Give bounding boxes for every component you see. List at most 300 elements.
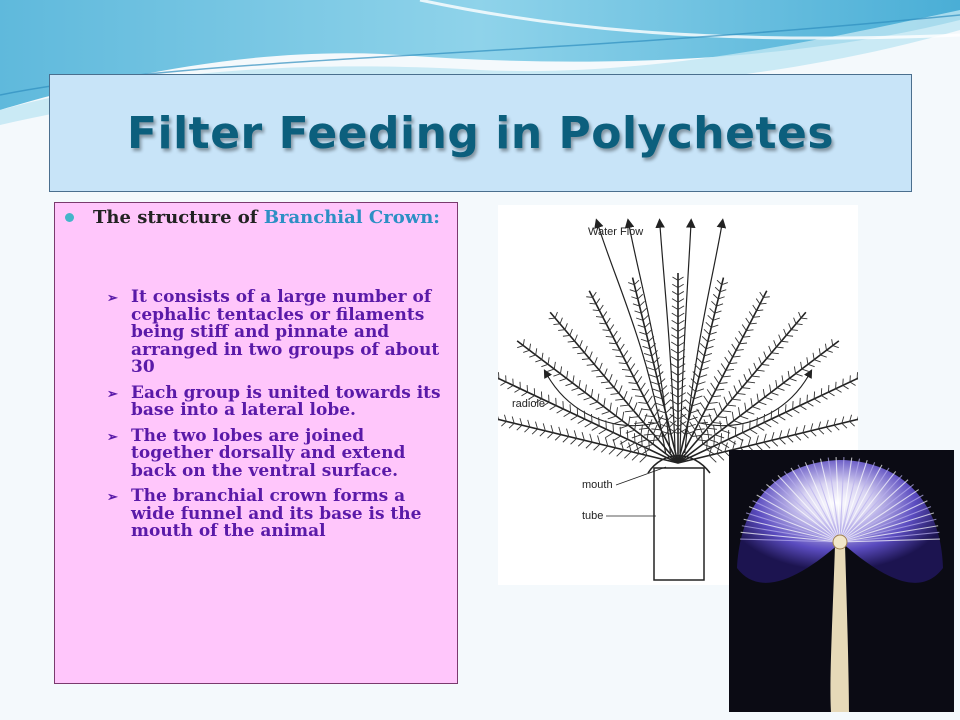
pinnule	[500, 382, 506, 385]
pinnule	[735, 436, 743, 441]
pinnule	[678, 306, 684, 310]
pinnule	[735, 427, 736, 436]
pinnule	[745, 403, 746, 412]
pinnule	[708, 428, 717, 429]
pinnule	[594, 444, 600, 450]
pinnule	[721, 433, 722, 443]
radiole-stem	[498, 375, 678, 463]
pinnule	[721, 443, 729, 448]
pinnule	[808, 364, 815, 366]
pinnule	[540, 431, 546, 436]
pinnule	[719, 402, 722, 410]
pinnule	[532, 429, 537, 434]
pinnule	[530, 344, 531, 351]
pinnule	[762, 364, 770, 365]
pinnule	[640, 383, 645, 390]
pinnule	[742, 424, 743, 433]
pinnule	[644, 444, 653, 447]
pinnule	[585, 385, 586, 393]
pinnule	[785, 412, 792, 416]
pinnule	[644, 434, 654, 435]
pinnule	[751, 398, 752, 406]
pinnule	[614, 421, 623, 424]
pinnule	[672, 320, 678, 324]
pinnule	[565, 323, 567, 329]
pinnule	[567, 371, 568, 378]
pinnule	[821, 396, 827, 400]
pinnule	[517, 425, 522, 430]
pinnule	[596, 299, 600, 304]
arrow-bullet-icon: ➢	[107, 429, 118, 445]
pinnule	[524, 427, 529, 432]
pinnule	[599, 429, 607, 434]
pinnule	[739, 331, 743, 337]
pinnule	[550, 406, 557, 410]
pinnule	[564, 412, 571, 416]
pinnule	[772, 440, 778, 446]
pinnule	[781, 341, 788, 342]
pinnule	[671, 328, 678, 332]
pinnule	[560, 318, 562, 324]
pinnule	[678, 328, 685, 332]
pinnule	[629, 397, 632, 405]
pinnule	[740, 416, 748, 419]
pinnule	[714, 376, 719, 383]
pinnule	[826, 350, 832, 352]
pinnule	[589, 352, 592, 359]
pinnule	[571, 416, 578, 420]
pinnule	[771, 393, 779, 396]
pinnule	[774, 340, 777, 347]
pinnule	[771, 419, 778, 423]
pinnule	[642, 409, 651, 410]
pinnule	[616, 407, 617, 416]
sub-point	[105, 382, 450, 420]
pinnule	[555, 435, 561, 441]
pinnule	[700, 343, 706, 348]
pinnule	[584, 411, 585, 419]
pinnule	[647, 329, 653, 334]
pinnule	[756, 299, 760, 304]
pinnule	[610, 325, 614, 331]
pinnule	[596, 407, 604, 410]
pinnule	[641, 425, 642, 434]
feather-duster-photo	[729, 450, 954, 712]
pinnule	[634, 433, 635, 443]
pinnule	[717, 417, 726, 418]
pinnule	[672, 291, 678, 294]
pinnule	[553, 324, 560, 325]
pinnule	[749, 369, 752, 377]
arrow-bullet-icon: ➢	[107, 291, 118, 306]
pinnule	[857, 379, 858, 382]
pinnule	[709, 402, 718, 403]
pinnule	[678, 299, 684, 303]
lead-prefix: The structure of	[93, 207, 264, 228]
pinnule	[523, 350, 529, 352]
pinnule	[603, 312, 607, 318]
pinnule	[834, 425, 839, 430]
pinnule	[783, 383, 790, 386]
pinnule	[757, 426, 764, 431]
pinnule	[636, 287, 641, 292]
pinnule	[791, 330, 798, 331]
pinnule	[771, 353, 778, 354]
pinnule	[624, 391, 627, 399]
pinnule	[765, 397, 773, 400]
pinnule	[622, 412, 623, 421]
pinnule	[509, 423, 514, 428]
pinnule	[625, 411, 634, 412]
pinnule	[643, 315, 648, 320]
pinnule	[698, 350, 704, 356]
pinnule	[764, 414, 765, 423]
pinnule	[749, 312, 753, 318]
pinnule	[593, 292, 597, 297]
pinnule	[672, 313, 678, 317]
pinnule	[698, 422, 707, 423]
pinnule	[549, 318, 555, 319]
pinnule	[535, 360, 542, 362]
pinnule	[750, 429, 758, 434]
pinnule	[764, 442, 770, 448]
pinnule	[714, 436, 715, 446]
pinnule	[825, 344, 826, 351]
pinnule	[592, 426, 599, 431]
photo-svg	[729, 450, 954, 712]
pinnule	[850, 382, 856, 385]
pinnule	[724, 397, 727, 405]
lead-bullet	[65, 208, 445, 227]
radioles	[498, 273, 858, 463]
pinnule	[787, 437, 793, 443]
lead-text	[65, 208, 445, 227]
pinnule	[750, 420, 751, 429]
pinnule	[758, 402, 766, 405]
sub-point-text: Each group is united towards its base into a lateral lobe.	[131, 382, 441, 420]
pinnule	[568, 341, 575, 342]
pinnule	[615, 399, 624, 400]
pinnule	[764, 423, 771, 427]
pinnule	[742, 388, 750, 389]
pinnule	[671, 356, 678, 360]
pinnule	[753, 305, 757, 311]
slide-title: Filter Feeding in Polychetes	[126, 107, 835, 159]
sub-point-text: It consists of a large number of cephalic tentacles or filaments being stiff and pinnate and arranged in two groups of about 30	[131, 287, 440, 377]
pinnule	[575, 335, 578, 342]
pinnule	[833, 346, 839, 348]
pinnule	[630, 417, 639, 418]
pinnule	[620, 425, 629, 428]
pinnule	[624, 452, 631, 459]
pinnule	[788, 371, 789, 378]
pinnule	[746, 411, 754, 414]
pinnule	[649, 440, 659, 441]
pinnule	[678, 284, 684, 287]
pinnule	[814, 360, 821, 362]
pinnule	[734, 421, 743, 424]
pinnule	[737, 393, 746, 394]
pinnule	[601, 446, 608, 452]
pinnule	[651, 402, 656, 410]
pinnule	[571, 438, 577, 444]
pinnule	[832, 339, 833, 345]
pinnule	[606, 388, 614, 389]
pinnule	[627, 430, 628, 439]
pinnule	[744, 374, 747, 382]
title-box	[49, 74, 912, 192]
pinnule	[800, 406, 807, 410]
pinnule	[557, 409, 564, 413]
pinnule	[796, 374, 803, 376]
pinnule	[857, 413, 858, 420]
pinnule	[693, 415, 698, 423]
pinnule	[678, 313, 684, 317]
pinnule	[498, 413, 499, 420]
pinnule	[591, 370, 599, 371]
pinnule	[672, 284, 678, 287]
pinnule	[608, 416, 616, 419]
pinnule	[594, 357, 597, 364]
pinnule	[799, 312, 801, 318]
pinnule	[786, 335, 793, 336]
pinnule	[819, 348, 820, 355]
pinnule	[836, 389, 842, 393]
pinnule	[732, 344, 736, 350]
pinnule	[604, 369, 607, 377]
pinnule	[713, 294, 718, 299]
pinnule	[782, 375, 783, 383]
pinnule	[784, 329, 787, 335]
pinnule	[803, 433, 809, 438]
pinnule	[548, 357, 549, 364]
pinnule	[728, 350, 732, 357]
pinnule	[711, 383, 716, 390]
pinnule	[789, 378, 796, 380]
pinnule	[697, 409, 702, 417]
pinnule	[648, 422, 657, 423]
bullet-dot-icon	[65, 213, 74, 222]
pinnule	[709, 455, 716, 462]
arrow-bullet-icon: ➢	[107, 386, 118, 402]
pinnule	[707, 440, 708, 450]
pinnule	[623, 350, 627, 357]
pinnule	[807, 357, 808, 364]
pinnule	[637, 376, 642, 383]
pinnule	[678, 371, 685, 375]
pinnule	[635, 396, 644, 397]
pinnule	[779, 335, 782, 342]
mouth-center	[833, 535, 847, 549]
pinnule	[789, 323, 791, 329]
pinnule	[634, 280, 639, 284]
pinnule	[619, 385, 622, 393]
sub-point	[105, 425, 450, 481]
pinnule	[573, 375, 574, 383]
pinnule	[578, 440, 584, 446]
pinnule	[599, 417, 600, 426]
pinnule	[818, 429, 823, 434]
pinnule	[715, 287, 720, 292]
pinnule	[651, 429, 661, 430]
pinnule	[826, 427, 831, 432]
pinnule	[842, 423, 847, 428]
label-mouth: mouth	[582, 479, 613, 491]
pinnule	[599, 305, 603, 311]
pinnule	[523, 339, 524, 345]
pinnule	[498, 379, 499, 382]
pinnule	[728, 430, 729, 439]
pinnule	[814, 399, 820, 403]
pinnule	[807, 402, 813, 406]
pinnule	[584, 397, 592, 400]
pinnule	[776, 380, 777, 388]
pinnule	[507, 385, 513, 389]
pinnule	[609, 374, 612, 382]
pinnule	[517, 346, 523, 348]
pinnule	[757, 417, 758, 426]
pinnule	[671, 342, 678, 346]
pinnule	[843, 385, 849, 389]
pinnule	[763, 389, 764, 397]
pinnule	[670, 393, 678, 398]
pinnule	[709, 440, 718, 443]
tube-shape	[654, 468, 704, 580]
pinnule	[620, 344, 624, 350]
pinnule	[771, 411, 772, 419]
pinnule	[572, 388, 579, 391]
pinnule	[764, 352, 767, 359]
sub-point-text: The branchial crown forms a wide funnel and its base is the mouth of the animal	[131, 486, 422, 541]
pinnule	[732, 399, 741, 400]
pinnule	[560, 366, 561, 373]
pinnule	[712, 396, 721, 397]
pinnule	[739, 380, 742, 388]
pinnule	[729, 391, 732, 399]
pinnule	[644, 389, 649, 396]
pinnule	[634, 402, 637, 410]
pinnule	[570, 329, 573, 335]
pinnule	[498, 419, 499, 424]
pinnule	[678, 291, 684, 294]
pinnule	[671, 364, 678, 368]
pinnule	[601, 382, 609, 383]
pinnule	[717, 280, 722, 284]
arrow-bullet-icon: ➢	[107, 490, 118, 505]
pinnule	[632, 389, 641, 390]
pinnule	[778, 416, 785, 420]
pinnule	[747, 382, 755, 383]
pinnule	[671, 335, 678, 339]
pinnule	[541, 364, 548, 366]
pinnule	[678, 320, 684, 324]
pinnule	[596, 376, 604, 377]
pinnule	[734, 385, 737, 393]
pinnule	[617, 450, 624, 457]
pinnule	[710, 308, 715, 313]
pinnule	[629, 442, 632, 451]
pinnule	[811, 431, 817, 436]
pinnule	[580, 340, 583, 347]
pinnule	[547, 369, 554, 371]
pinnule	[587, 364, 595, 365]
pinnule	[602, 411, 610, 414]
pinnule	[577, 353, 584, 354]
sub-points-list	[105, 289, 450, 549]
pinnule	[630, 363, 635, 370]
pinnule	[752, 376, 760, 377]
pinnule	[572, 347, 579, 348]
pinnule	[521, 392, 527, 396]
pinnule	[547, 433, 553, 438]
pinnule	[536, 348, 537, 355]
pinnule	[695, 429, 705, 430]
pinnule	[613, 436, 621, 441]
pinnule	[717, 444, 720, 453]
pinnule	[670, 407, 678, 412]
pinnule	[725, 442, 728, 451]
pinnule	[610, 403, 611, 412]
pinnule	[850, 421, 855, 426]
lead-accent: Branchial Crown:	[263, 207, 440, 228]
pinnule	[704, 396, 709, 403]
pinnule	[828, 392, 834, 396]
pinnule	[760, 292, 764, 297]
pinnule	[634, 370, 639, 377]
pinnule	[620, 405, 629, 406]
pinnule	[638, 440, 647, 443]
pinnule	[678, 335, 685, 339]
pinnule	[757, 370, 765, 371]
pinnule	[678, 378, 685, 382]
pinnule	[779, 438, 785, 444]
pinnule	[694, 431, 698, 440]
pinnule	[742, 325, 746, 331]
pinnule	[586, 442, 592, 448]
pinnule	[638, 294, 643, 299]
pinnule	[627, 357, 632, 364]
pinnule	[718, 370, 723, 377]
pinnule	[794, 366, 795, 373]
pinnule	[678, 277, 684, 280]
pinnule	[585, 423, 592, 427]
pinnule	[639, 428, 648, 429]
pinnule	[672, 277, 678, 280]
pinnule	[727, 405, 736, 406]
pinnule	[813, 353, 814, 360]
pinnule	[627, 443, 635, 448]
pinnule	[754, 363, 757, 370]
pinnule	[613, 424, 614, 433]
pinnule	[578, 419, 585, 423]
pinnule	[801, 362, 802, 369]
pinnule	[776, 347, 783, 348]
sub-point	[105, 289, 450, 377]
pinnule	[732, 412, 733, 421]
pinnule	[591, 389, 592, 397]
pinnule	[558, 330, 565, 331]
pinnule	[644, 414, 647, 423]
pinnule	[617, 337, 621, 343]
pinnule	[702, 336, 708, 341]
pinnule	[640, 455, 647, 462]
pinnule	[609, 448, 616, 454]
flow-arrow	[629, 223, 671, 453]
pinnule	[592, 414, 593, 423]
pinnule	[501, 421, 506, 426]
pinnule	[565, 383, 572, 386]
pinnule	[559, 378, 566, 380]
